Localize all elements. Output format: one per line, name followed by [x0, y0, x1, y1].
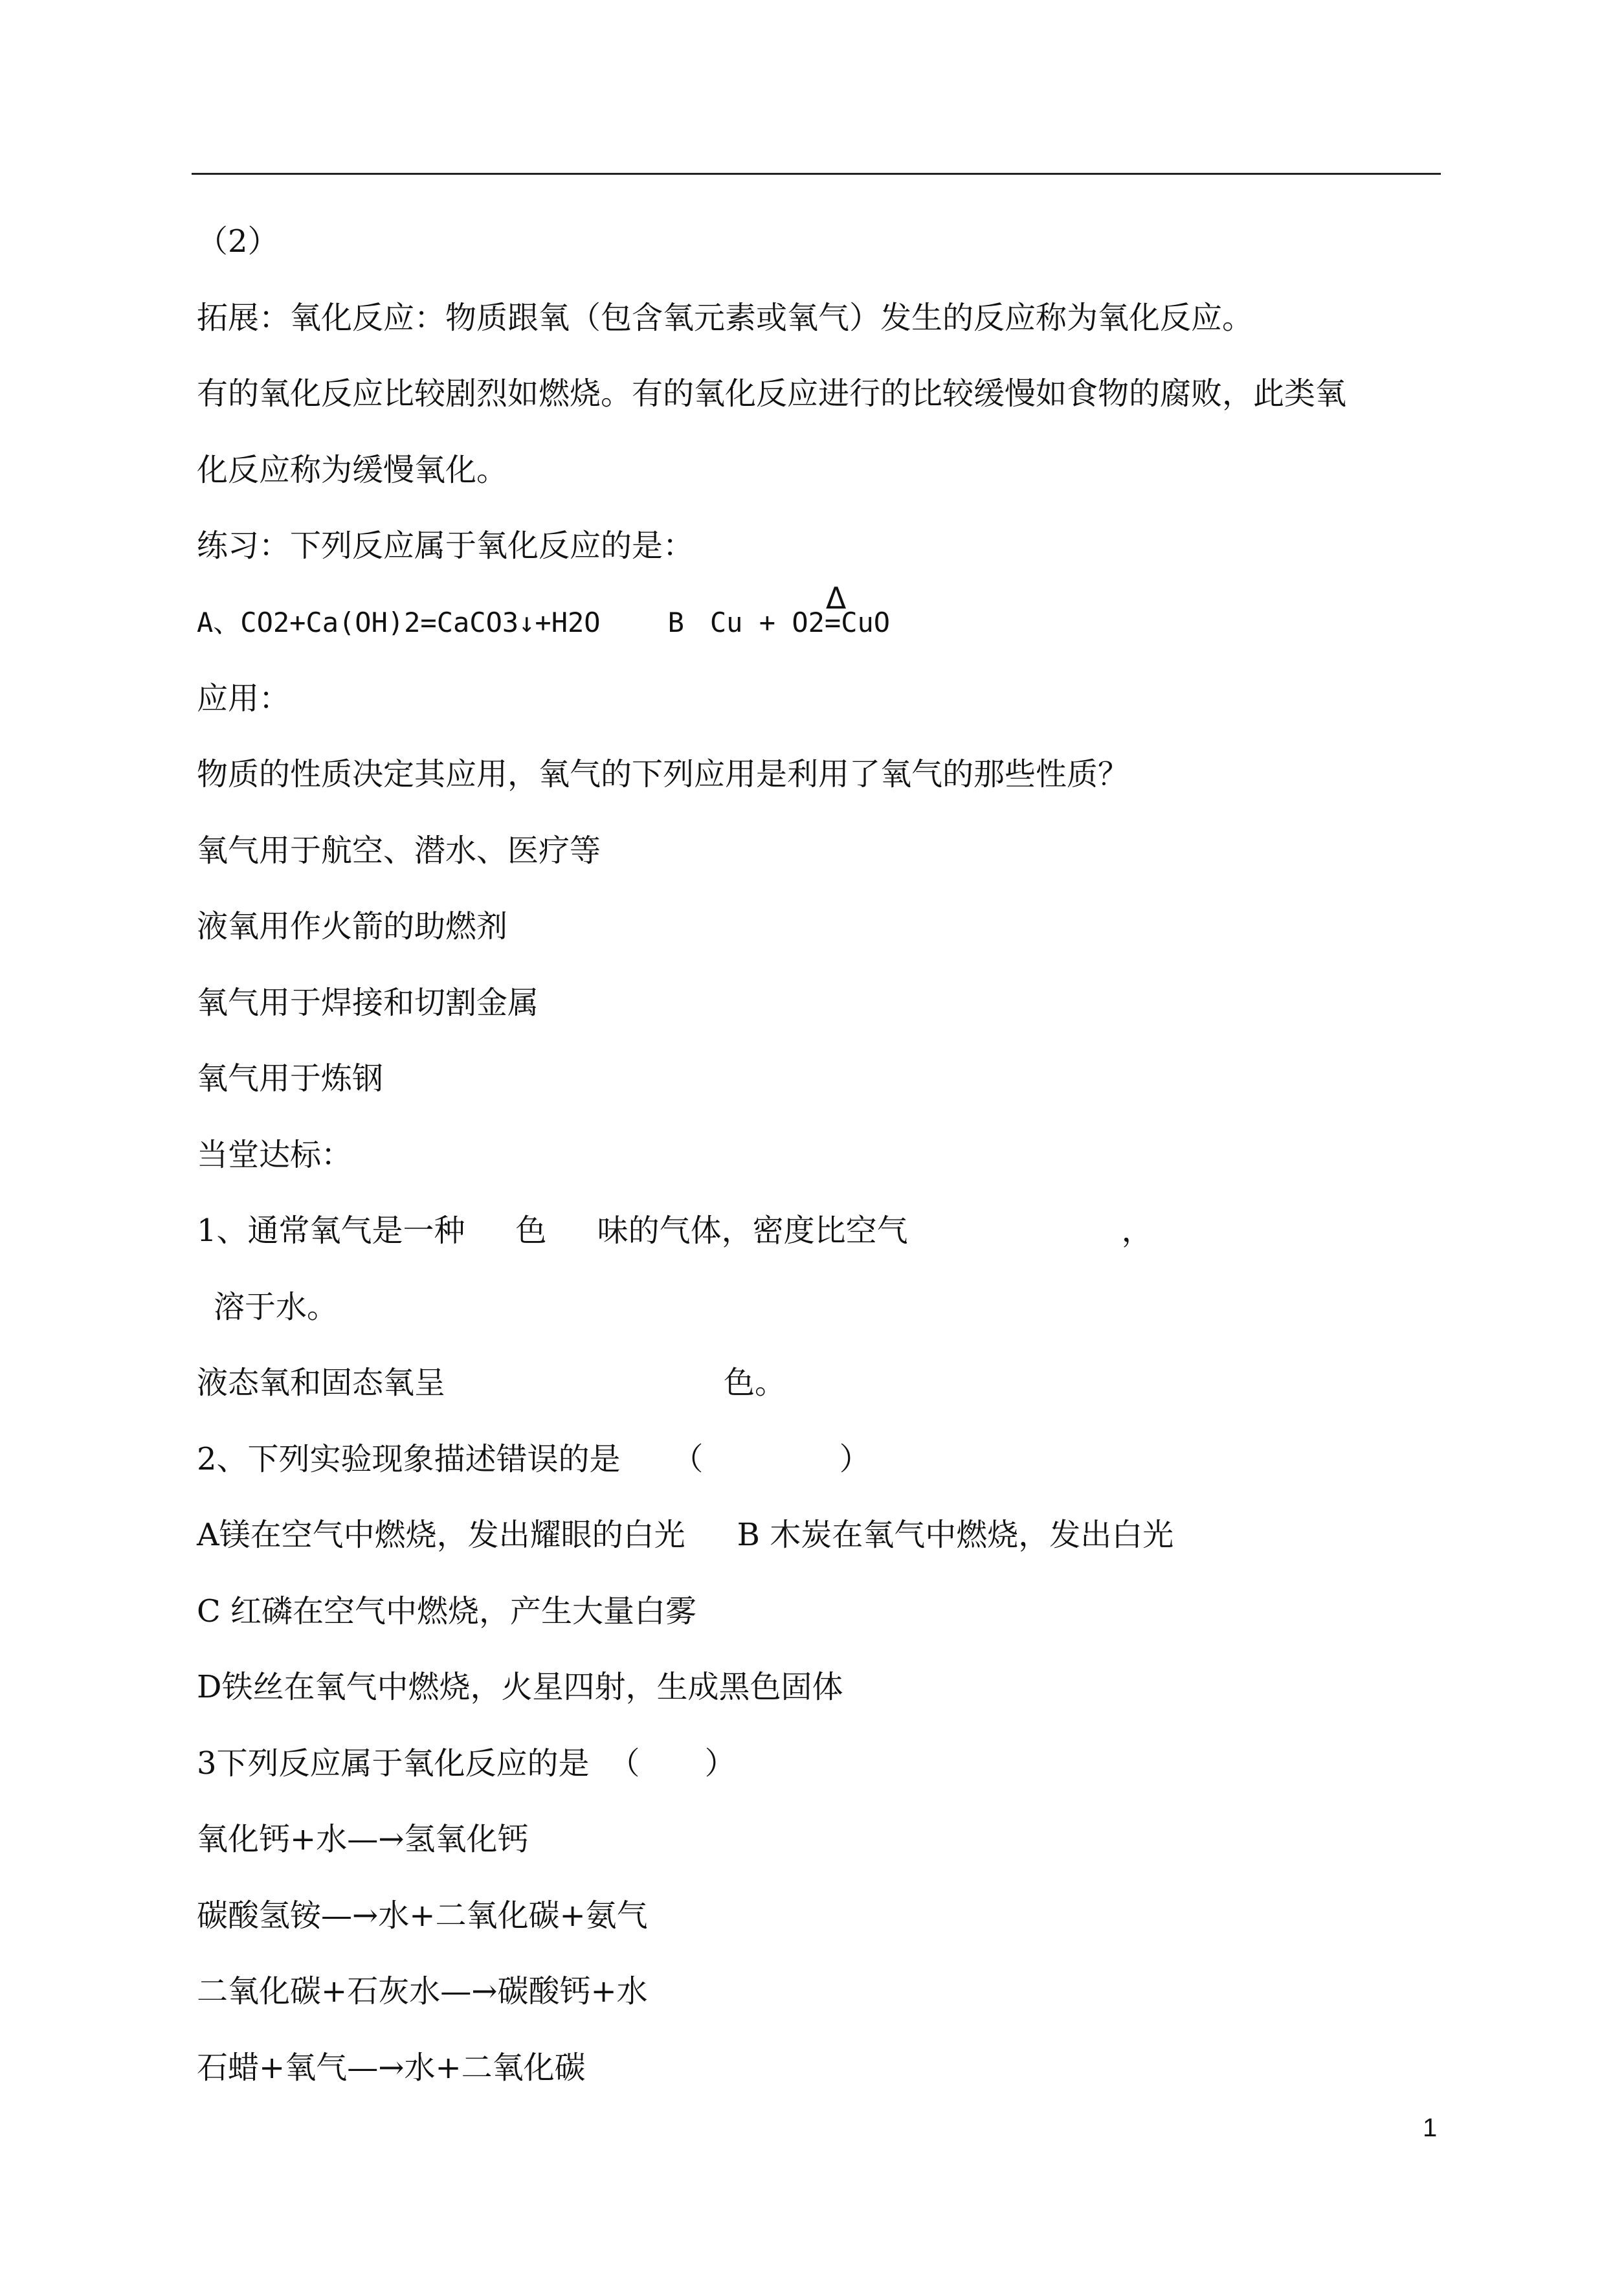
- equals-sign: =: [824, 607, 841, 638]
- page-number: 1: [1423, 2114, 1438, 2142]
- q3-paren-close: ）: [704, 1745, 736, 1782]
- delta-symbol: Δ: [825, 581, 847, 616]
- q1-line2: 溶于水。: [214, 1289, 339, 1325]
- application-item: 氧气用于航空、潜水、医疗等: [197, 833, 601, 869]
- application-heading: 应用：: [197, 680, 291, 717]
- q2-option-b: B 木炭在氧气中燃烧，发出白光: [737, 1517, 1174, 1553]
- practice-option-b-reactants: Cu + O2: [709, 607, 825, 638]
- application-item: 液氧用作火箭的助燃剂: [197, 908, 508, 945]
- practice-question: 练习：下列反应属于氧化反应的是：: [197, 528, 695, 564]
- q3-option: 石蜡+氧气—→水+二氧化碳: [197, 2050, 586, 2086]
- assessment-q2: [197, 1440, 871, 1479]
- assessment-q1: [197, 1211, 1153, 1250]
- application-item: 氧气用于焊接和切割金属: [197, 985, 539, 1021]
- q1-part4: ，: [1121, 1213, 1153, 1249]
- extension-definition: 拓展：氧化反应：物质跟氧（包含氧元素或氧气）发生的反应称为氧化反应。: [197, 300, 1254, 336]
- q2-stem: 2、下列实验现象描述错误的是: [197, 1441, 621, 1477]
- q3-stem: 3下列反应属于氧化反应的是: [197, 1745, 590, 1782]
- assessment-heading: 当堂达标：: [197, 1137, 353, 1173]
- extension-explanation-line2: 化反应称为缓慢氧化。: [197, 452, 508, 488]
- q2-paren-close: ）: [839, 1441, 871, 1477]
- practice-options: [197, 581, 891, 642]
- q3-option: 二氧化碳+石灰水—→碳酸钙+水: [197, 1973, 648, 2009]
- q1-line3-b: 色。: [724, 1365, 786, 1401]
- q3-paren-open: （: [608, 1745, 640, 1782]
- section-marker: （2）: [197, 223, 279, 260]
- q3-option: 碳酸氢铵—→水+二氧化碳+氨气: [197, 1897, 648, 1934]
- assessment-q3: [197, 1744, 736, 1783]
- q2-option-c: C 红磷在空气中燃烧，产生大量白雾: [197, 1593, 696, 1629]
- q2-option-d: D铁丝在氧气中燃烧，火星四射，生成黑色固体: [197, 1669, 843, 1705]
- practice-option-b-product: CuO: [841, 607, 891, 638]
- application-item: 氧气用于炼钢: [197, 1060, 384, 1097]
- q1-line3-a: 液态氧和固态氧呈: [197, 1365, 446, 1401]
- q2-options-ab: [197, 1516, 1174, 1554]
- q3-option: 氧化钙+水—→氢氧化钙: [197, 1821, 529, 1857]
- q2-paren-open: （: [672, 1441, 704, 1477]
- application-question: 物质的性质决定其应用，氧气的下列应用是利用了氧气的那些性质？: [197, 756, 1129, 792]
- q1-part3: 味的气体，密度比空气: [597, 1213, 908, 1249]
- extension-explanation-line1: 有的氧化反应比较剧烈如燃烧。有的氧化反应进行的比较缓慢如食物的腐败，此类氧: [197, 375, 1347, 412]
- q1-part1: 1、通常氧气是一种: [197, 1213, 465, 1249]
- practice-option-b-label: B: [667, 607, 684, 638]
- practice-option-a: A、CO2+Ca(OH)2=CaCO3↓+H2O: [197, 607, 601, 638]
- q1-part2: 色: [515, 1213, 547, 1249]
- q1-line3: [197, 1363, 786, 1402]
- header-rule: [192, 173, 1441, 175]
- heating-condition: [824, 581, 847, 642]
- q2-option-a: A镁在空气中燃烧，发出耀眼的白光: [197, 1517, 685, 1553]
